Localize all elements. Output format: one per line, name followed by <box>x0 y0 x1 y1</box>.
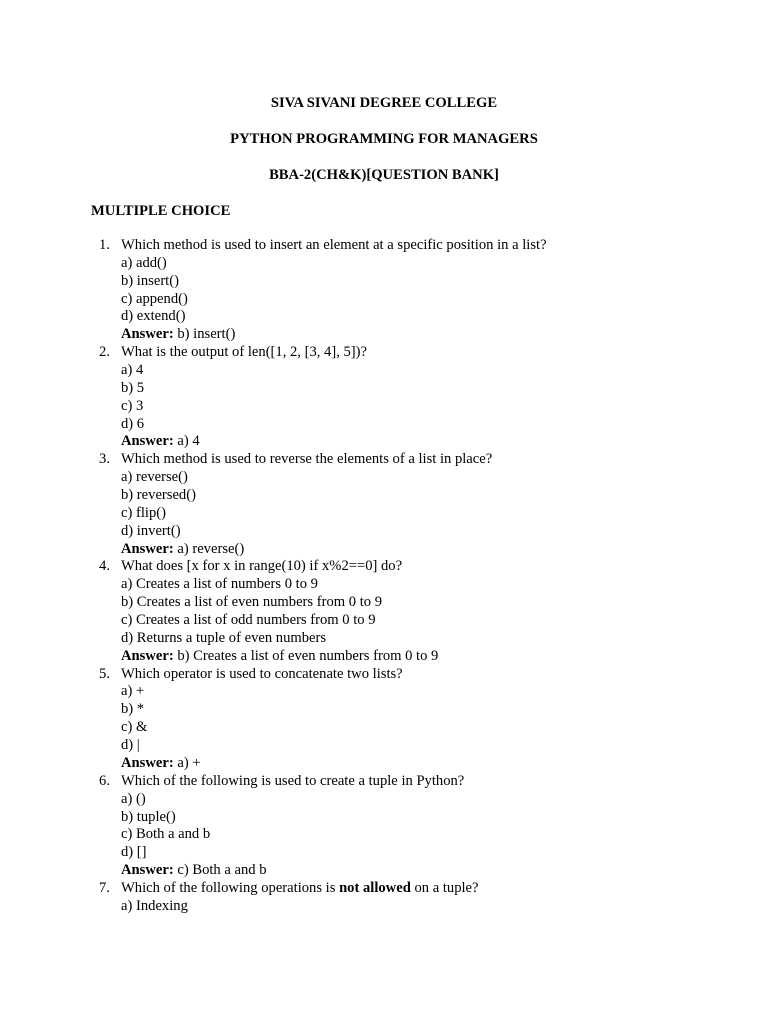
option: d) | <box>121 737 140 754</box>
option: c) 3 <box>121 397 144 414</box>
option: c) & <box>121 719 148 736</box>
option: d) extend() <box>121 308 186 325</box>
answer-value: a) + <box>177 754 201 771</box>
question-item <box>0 344 768 451</box>
answer-label: Answer: <box>121 326 174 343</box>
question-item <box>0 773 768 880</box>
question-line <box>0 773 768 791</box>
question-text <box>121 880 479 898</box>
answer-label: Answer: <box>121 540 174 557</box>
answer-value: b) Creates a list of even numbers from 0 to 9 <box>177 647 439 664</box>
college-name: SIVA SIVANI DEGREE COLLEGE <box>270 95 498 111</box>
question-number: 5. <box>99 665 110 682</box>
answer-line <box>121 541 244 559</box>
question-text: Which method is used to insert an element at a specific position in a list? <box>121 237 547 253</box>
question-number: 1. <box>99 237 110 253</box>
answer-line <box>121 755 201 773</box>
option: b) tuple() <box>121 808 176 825</box>
question-item <box>0 666 768 773</box>
question-text: What is the output of len([1, 2, [3, 4], 5])? <box>121 344 367 361</box>
option: a) () <box>121 790 146 807</box>
option: a) add() <box>121 254 167 271</box>
option: a) reverse() <box>121 469 188 486</box>
option: d) invert() <box>121 522 181 539</box>
question-item <box>0 451 768 558</box>
question-line <box>0 880 768 898</box>
option: c) flip() <box>121 504 166 521</box>
question-text: What does [x for x in range(10) if x%2==0] do? <box>121 558 403 575</box>
option: c) Creates a list of odd numbers from 0 to 9 <box>121 612 376 629</box>
option: b) 5 <box>121 379 145 396</box>
answer-label: Answer: <box>121 754 174 771</box>
answer-label: Answer: <box>121 647 174 664</box>
answer-line <box>121 862 267 880</box>
question-item <box>0 237 768 344</box>
question-line <box>0 451 768 469</box>
answer-label: Answer: <box>121 862 174 879</box>
answer-label: Answer: <box>121 433 174 450</box>
question-number: 6. <box>99 772 110 789</box>
question-number: 3. <box>99 451 110 468</box>
section-heading: MULTIPLE CHOICE <box>91 203 231 219</box>
question-number: 2. <box>99 344 110 361</box>
question-number: 4. <box>99 558 110 575</box>
option: a) Creates a list of numbers 0 to 9 <box>121 576 318 593</box>
question-line <box>0 344 768 362</box>
option: b) insert() <box>121 272 179 289</box>
option: b) reversed() <box>121 487 196 504</box>
question-text-emphasis: not allowed <box>339 879 411 896</box>
answer-line <box>121 433 200 451</box>
answer-line <box>121 648 438 666</box>
question-line <box>0 666 768 684</box>
option: b) * <box>121 701 145 718</box>
option: a) 4 <box>121 362 144 379</box>
question-number: 7. <box>99 879 110 896</box>
answer-value: c) Both a and b <box>177 862 267 879</box>
question-text: Which method is used to reverse the elements of a list in place? <box>121 451 493 468</box>
option: a) Indexing <box>121 897 188 914</box>
question-list <box>0 237 768 916</box>
question-item <box>0 558 768 665</box>
option: b) Creates a list of even numbers from 0 to 9 <box>121 594 382 611</box>
question-text: Which operator is used to concatenate two lists? <box>121 665 403 682</box>
option: c) Both a and b <box>121 826 211 843</box>
question-text-part: on a tuple? <box>410 879 479 896</box>
option: d) 6 <box>121 415 145 432</box>
course-title: BBA-2(CH&K)[QUESTION BANK] <box>269 167 499 183</box>
question-text-part: Which of the following operations is <box>121 879 340 896</box>
question-text: Which of the following is used to create a tuple in Python? <box>121 772 465 789</box>
subject-title: PYTHON PROGRAMMING FOR MANAGERS <box>230 131 538 147</box>
answer-value: b) insert() <box>177 326 236 343</box>
option: d) [] <box>121 844 147 861</box>
question-line <box>0 237 768 255</box>
answer-value: a) reverse() <box>177 540 245 557</box>
option: c) append() <box>121 290 188 307</box>
answer-value: a) 4 <box>177 433 200 450</box>
option: d) Returns a tuple of even numbers <box>121 629 327 646</box>
option: a) + <box>121 683 145 700</box>
question-item <box>0 880 768 916</box>
answer-line <box>121 326 235 344</box>
question-line <box>0 558 768 576</box>
